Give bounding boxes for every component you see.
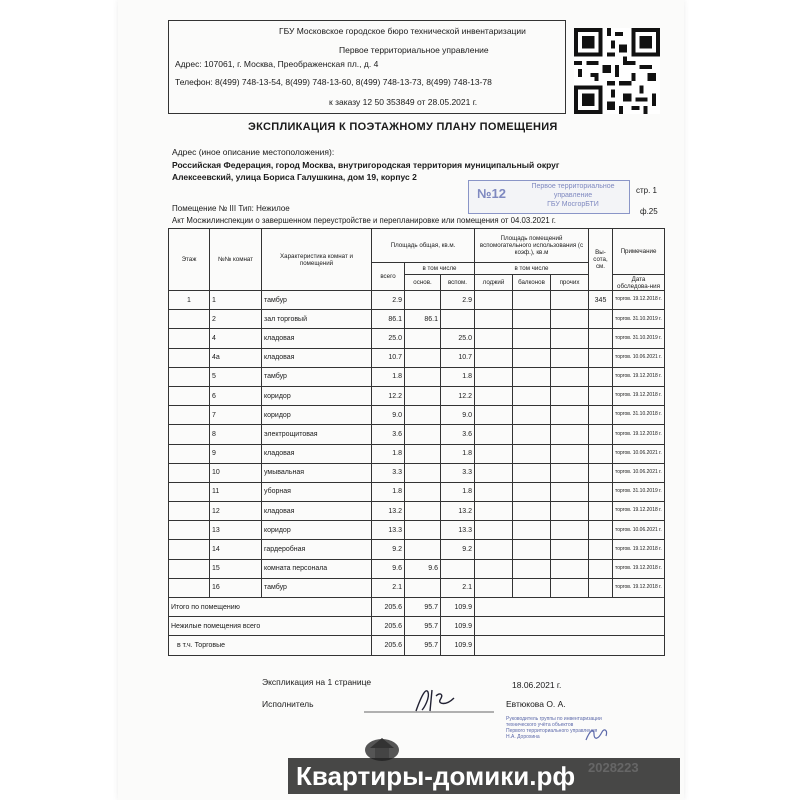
cell-room-no: 5 — [210, 367, 262, 386]
cell-floor: 1 — [169, 291, 210, 310]
cell-description: тамбур — [262, 578, 372, 597]
qr-code — [574, 28, 660, 114]
cell-area-total: 3.3 — [372, 463, 405, 482]
cell-room-no: 9 — [210, 444, 262, 463]
bti-header-box — [168, 20, 566, 114]
cell-balcony — [513, 444, 551, 463]
cell-loggia — [475, 521, 513, 540]
cell-loggia — [475, 386, 513, 405]
cell-loggia — [475, 406, 513, 425]
cell-area-main — [405, 521, 441, 540]
cell-area-total: 86.1 — [372, 310, 405, 329]
premises-info: Помещение № III Тип: Нежилое — [172, 204, 290, 213]
cell-description: кладовая — [262, 444, 372, 463]
location-label: Адрес (иное описание местоположения): — [172, 147, 335, 157]
department: Первое территориальное управление — [339, 45, 489, 55]
cell-loggia — [475, 540, 513, 559]
col-description: Характеристика комнат и помещений — [262, 229, 372, 291]
responsible-line-2: технического учёта объектов — [506, 722, 574, 728]
cell-floor — [169, 502, 210, 521]
location-line-1: Российская Федерация, город Москва, внутригородская территория муниципальный округ — [172, 160, 560, 170]
cell-area-total: 10.7 — [372, 348, 405, 367]
registration-stamp — [468, 180, 630, 214]
cell-description: умывальная — [262, 463, 372, 482]
cell-room-no: 6 — [210, 386, 262, 405]
table-row — [169, 502, 665, 521]
cell-height — [589, 310, 613, 329]
total-aux: 109.9 — [441, 598, 475, 617]
cell-floor — [169, 425, 210, 444]
cell-loggia — [475, 329, 513, 348]
table-row — [169, 578, 665, 597]
cell-floor — [169, 444, 210, 463]
cell-area-total: 1.8 — [372, 444, 405, 463]
cell-description: уборная — [262, 482, 372, 501]
cell-height: 345 — [589, 291, 613, 310]
cell-balcony — [513, 521, 551, 540]
cell-area-main — [405, 482, 441, 501]
cell-area-main — [405, 463, 441, 482]
cell-balcony — [513, 348, 551, 367]
cell-balcony — [513, 291, 551, 310]
stamp-line-2: управление — [553, 192, 593, 199]
total-area: 205.6 — [372, 617, 405, 636]
cell-note: торгов. 19.12.2018 г. — [613, 502, 665, 521]
cell-height — [589, 540, 613, 559]
col-other: прочих — [551, 275, 589, 291]
cell-floor — [169, 367, 210, 386]
col-total: всего — [372, 263, 405, 291]
cell-area-aux: 13.2 — [441, 502, 475, 521]
cell-other — [551, 540, 589, 559]
cell-other — [551, 367, 589, 386]
cell-height — [589, 559, 613, 578]
total-empty — [475, 617, 665, 636]
cell-area-total: 13.3 — [372, 521, 405, 540]
cell-floor — [169, 521, 210, 540]
total-label: Итого по помещению — [169, 598, 372, 617]
table-row — [169, 540, 665, 559]
cell-other — [551, 463, 589, 482]
cell-loggia — [475, 310, 513, 329]
total-main: 95.7 — [405, 636, 441, 655]
cell-area-total: 1.8 — [372, 482, 405, 501]
cell-floor — [169, 406, 210, 425]
cell-area-main — [405, 444, 441, 463]
cell-note: торгов. 31.10.2018 г. — [613, 406, 665, 425]
cell-height — [589, 482, 613, 501]
cell-description: тамбур — [262, 367, 372, 386]
cell-room-no: 16 — [210, 578, 262, 597]
cell-note: торгов. 31.10.2019 г. — [613, 329, 665, 348]
cell-other — [551, 502, 589, 521]
cell-floor — [169, 540, 210, 559]
explication-table — [168, 228, 665, 656]
cell-other — [551, 425, 589, 444]
cell-floor — [169, 482, 210, 501]
cell-note: торгов. 19.12.2018 г. — [613, 559, 665, 578]
cell-description: кладовая — [262, 329, 372, 348]
header-address: Адрес: 107061, г. Москва, Преображенская пл., д. 4 — [175, 59, 379, 69]
cell-area-total: 9.2 — [372, 540, 405, 559]
cell-area-total: 12.2 — [372, 386, 405, 405]
cell-room-no: 11 — [210, 482, 262, 501]
cell-description: коридор — [262, 406, 372, 425]
cell-note: торгов. 10.06.2021 г. — [613, 444, 665, 463]
table-row — [169, 310, 665, 329]
cell-floor — [169, 310, 210, 329]
cell-area-main: 86.1 — [405, 310, 441, 329]
total-row — [169, 617, 665, 636]
cell-balcony — [513, 578, 551, 597]
stamp-number: №12 — [477, 186, 506, 201]
cell-height — [589, 386, 613, 405]
total-area: 205.6 — [372, 636, 405, 655]
table-row — [169, 463, 665, 482]
cell-area-aux: 3.6 — [441, 425, 475, 444]
cell-other — [551, 521, 589, 540]
cell-room-no: 4а — [210, 348, 262, 367]
watermark-text: Квартиры-домики.рф — [296, 761, 576, 791]
form-number: ф.25 — [640, 207, 658, 216]
total-row — [169, 636, 665, 655]
cell-description: гардеробная — [262, 540, 372, 559]
cell-description: электрощитовая — [262, 425, 372, 444]
table-row — [169, 521, 665, 540]
table-row — [169, 348, 665, 367]
pages-count: Экспликация на 1 странице — [262, 677, 372, 687]
cell-note: торгов. 10.06.2021 г. — [613, 521, 665, 540]
cell-area-total: 3.6 — [372, 425, 405, 444]
cell-room-no: 8 — [210, 425, 262, 444]
cell-height — [589, 348, 613, 367]
col-incl: в том числе — [405, 263, 475, 275]
table-row — [169, 482, 665, 501]
cell-other — [551, 578, 589, 597]
cell-description: коридор — [262, 386, 372, 405]
table-row — [169, 367, 665, 386]
cell-note: торгов. 19.12.2018 г. — [613, 425, 665, 444]
cell-area-main — [405, 329, 441, 348]
cell-area-aux: 3.3 — [441, 463, 475, 482]
executor-label: Исполнитель — [262, 699, 314, 709]
cell-area-aux: 10.7 — [441, 348, 475, 367]
col-loggia: лоджий — [475, 275, 513, 291]
cell-area-main — [405, 386, 441, 405]
cell-area-aux: 9.0 — [441, 406, 475, 425]
cell-note: торгов. 10.06.2021 г. — [613, 348, 665, 367]
cell-loggia — [475, 348, 513, 367]
cell-room-no: 10 — [210, 463, 262, 482]
cell-note: торгов. 19.12.2018 г. — [613, 578, 665, 597]
responsible-line-1: Руководитель группы по инвентаризации — [506, 716, 602, 722]
total-main: 95.7 — [405, 617, 441, 636]
cell-other — [551, 310, 589, 329]
col-balcony: балконов — [513, 275, 551, 291]
cell-area-main: 9.6 — [405, 559, 441, 578]
cell-area-total: 1.8 — [372, 367, 405, 386]
cell-note: торгов. 31.10.2019 г. — [613, 482, 665, 501]
cell-note: торгов. 31.10.2019 г. — [613, 310, 665, 329]
cell-height — [589, 425, 613, 444]
cell-balcony — [513, 559, 551, 578]
cell-room-no: 12 — [210, 502, 262, 521]
cell-loggia — [475, 578, 513, 597]
cell-note: торгов. 10.06.2021 г. — [613, 463, 665, 482]
cell-loggia — [475, 291, 513, 310]
cell-area-total: 9.6 — [372, 559, 405, 578]
cell-balcony — [513, 425, 551, 444]
cell-other — [551, 348, 589, 367]
cell-area-total: 2.9 — [372, 291, 405, 310]
cell-height — [589, 444, 613, 463]
table-row — [169, 425, 665, 444]
cell-balcony — [513, 367, 551, 386]
signing-date: 18.06.2021 г. — [512, 680, 562, 690]
total-aux: 109.9 — [441, 636, 475, 655]
table-row — [169, 559, 665, 578]
cell-area-main — [405, 425, 441, 444]
cell-area-aux: 2.9 — [441, 291, 475, 310]
cell-floor — [169, 329, 210, 348]
total-main: 95.7 — [405, 598, 441, 617]
cell-balcony — [513, 386, 551, 405]
cell-area-aux: 1.8 — [441, 367, 475, 386]
cell-loggia — [475, 482, 513, 501]
cell-floor — [169, 386, 210, 405]
cell-floor — [169, 463, 210, 482]
cell-floor — [169, 559, 210, 578]
col-area-aux-group: Площадь помещений вспомогательного использования (с коэф.), кв.м — [475, 229, 589, 263]
cell-other — [551, 406, 589, 425]
cell-other — [551, 444, 589, 463]
cell-area-main — [405, 406, 441, 425]
cell-other — [551, 386, 589, 405]
location-line-2: Алексеевский, улица Бориса Галушкина, дом 19, корпус 2 — [172, 172, 417, 182]
cell-room-no: 1 — [210, 291, 262, 310]
stamp-line-1: Первое территориальное — [531, 183, 615, 190]
cell-description: кладовая — [262, 502, 372, 521]
cell-balcony — [513, 329, 551, 348]
cell-other — [551, 482, 589, 501]
col-note: Примечание — [613, 229, 665, 275]
org-name: ГБУ Московское городское бюро технической инвентаризации — [279, 26, 526, 36]
table-row — [169, 291, 665, 310]
cell-area-aux: 1.8 — [441, 444, 475, 463]
cell-room-no: 14 — [210, 540, 262, 559]
executor-name: Евтюкова О. А. — [506, 699, 566, 709]
cell-floor — [169, 578, 210, 597]
cell-height — [589, 367, 613, 386]
total-label: Нежилые помещения всего — [169, 617, 372, 636]
cell-description: зал торговый — [262, 310, 372, 329]
cell-area-aux: 1.8 — [441, 482, 475, 501]
cell-loggia — [475, 502, 513, 521]
cell-balcony — [513, 406, 551, 425]
cell-area-total: 2.1 — [372, 578, 405, 597]
cell-area-aux: 2.1 — [441, 578, 475, 597]
cell-area-aux — [441, 559, 475, 578]
cell-other — [551, 559, 589, 578]
cell-loggia — [475, 444, 513, 463]
cell-description: кладовая — [262, 348, 372, 367]
document-title: ЭКСПЛИКАЦИЯ К ПОЭТАЖНОМУ ПЛАНУ ПОМЕЩЕНИЯ — [248, 121, 558, 133]
cell-balcony — [513, 540, 551, 559]
cell-area-aux: 25.0 — [441, 329, 475, 348]
signature — [364, 684, 494, 716]
cell-area-main — [405, 502, 441, 521]
total-empty — [475, 598, 665, 617]
total-empty — [475, 636, 665, 655]
table-row — [169, 406, 665, 425]
cell-note: торгов. 19.12.2018 г. — [613, 386, 665, 405]
col-aux: вспом. — [441, 275, 475, 291]
cell-area-main — [405, 578, 441, 597]
cell-note: торгов. 19.12.2018 г. — [613, 291, 665, 310]
cell-area-aux — [441, 310, 475, 329]
cell-area-aux: 13.3 — [441, 521, 475, 540]
cell-height — [589, 406, 613, 425]
cell-area-total: 13.2 — [372, 502, 405, 521]
cell-area-aux: 12.2 — [441, 386, 475, 405]
total-aux: 109.9 — [441, 617, 475, 636]
cell-height — [589, 578, 613, 597]
cell-height — [589, 521, 613, 540]
cell-room-no: 15 — [210, 559, 262, 578]
responsible-line-3: Первого территориального управления — [506, 728, 598, 734]
cell-area-main — [405, 348, 441, 367]
table-row — [169, 386, 665, 405]
cell-balcony — [513, 463, 551, 482]
cell-area-main — [405, 540, 441, 559]
cell-loggia — [475, 367, 513, 386]
cell-balcony — [513, 482, 551, 501]
table-row — [169, 444, 665, 463]
cell-room-no: 13 — [210, 521, 262, 540]
cell-note: торгов. 19.12.2018 г. — [613, 367, 665, 386]
cell-description: тамбур — [262, 291, 372, 310]
cell-note: торгов. 19.12.2018 г. — [613, 540, 665, 559]
cell-area-total: 25.0 — [372, 329, 405, 348]
cell-other — [551, 291, 589, 310]
cell-room-no: 7 — [210, 406, 262, 425]
total-area: 205.6 — [372, 598, 405, 617]
cell-floor — [169, 348, 210, 367]
page-label: стр. 1 — [636, 186, 658, 195]
col-room-no: №№ комнат — [210, 229, 262, 291]
cell-area-aux: 9.2 — [441, 540, 475, 559]
col-floor: Этаж — [169, 229, 210, 291]
cell-loggia — [475, 463, 513, 482]
order-number: к заказу 12 50 353849 от 28.05.2021 г. — [329, 97, 478, 107]
cell-room-no: 4 — [210, 329, 262, 348]
cell-area-main — [405, 291, 441, 310]
cell-balcony — [513, 310, 551, 329]
col-incl-2: в том числе — [475, 263, 589, 275]
cell-height — [589, 502, 613, 521]
cell-other — [551, 329, 589, 348]
responsible-line-4: Н.А. Дорохина — [506, 734, 540, 740]
col-height: Вы-сота, см. — [589, 229, 613, 291]
cell-height — [589, 329, 613, 348]
document-number: 2028223 — [588, 760, 639, 775]
cell-description: комната персонала — [262, 559, 372, 578]
total-label: в т.ч. Торговые — [169, 636, 372, 655]
cell-area-total: 9.0 — [372, 406, 405, 425]
act-line: Акт Мосжилинспекции о завершенном переустройстве и перепланировке или помещения от 04.03.2021 г. — [172, 216, 556, 225]
cell-balcony — [513, 502, 551, 521]
total-row — [169, 598, 665, 617]
cell-loggia — [475, 559, 513, 578]
stamp-line-3: ГБУ МосгорБТИ — [547, 201, 599, 208]
cell-height — [589, 463, 613, 482]
col-area-total-group: Площадь общая, кв.м. — [372, 229, 475, 263]
col-date: Дата обследова-ния — [613, 275, 665, 291]
cell-description: коридор — [262, 521, 372, 540]
table-row — [169, 329, 665, 348]
cell-room-no: 2 — [210, 310, 262, 329]
cell-loggia — [475, 425, 513, 444]
cell-area-main — [405, 367, 441, 386]
header-phones: Телефон: 8(499) 748-13-54, 8(499) 748-13-60, 8(499) 748-13-73, 8(499) 748-13-78 — [175, 77, 492, 87]
blue-signature — [584, 726, 610, 744]
col-main: основ. — [405, 275, 441, 291]
